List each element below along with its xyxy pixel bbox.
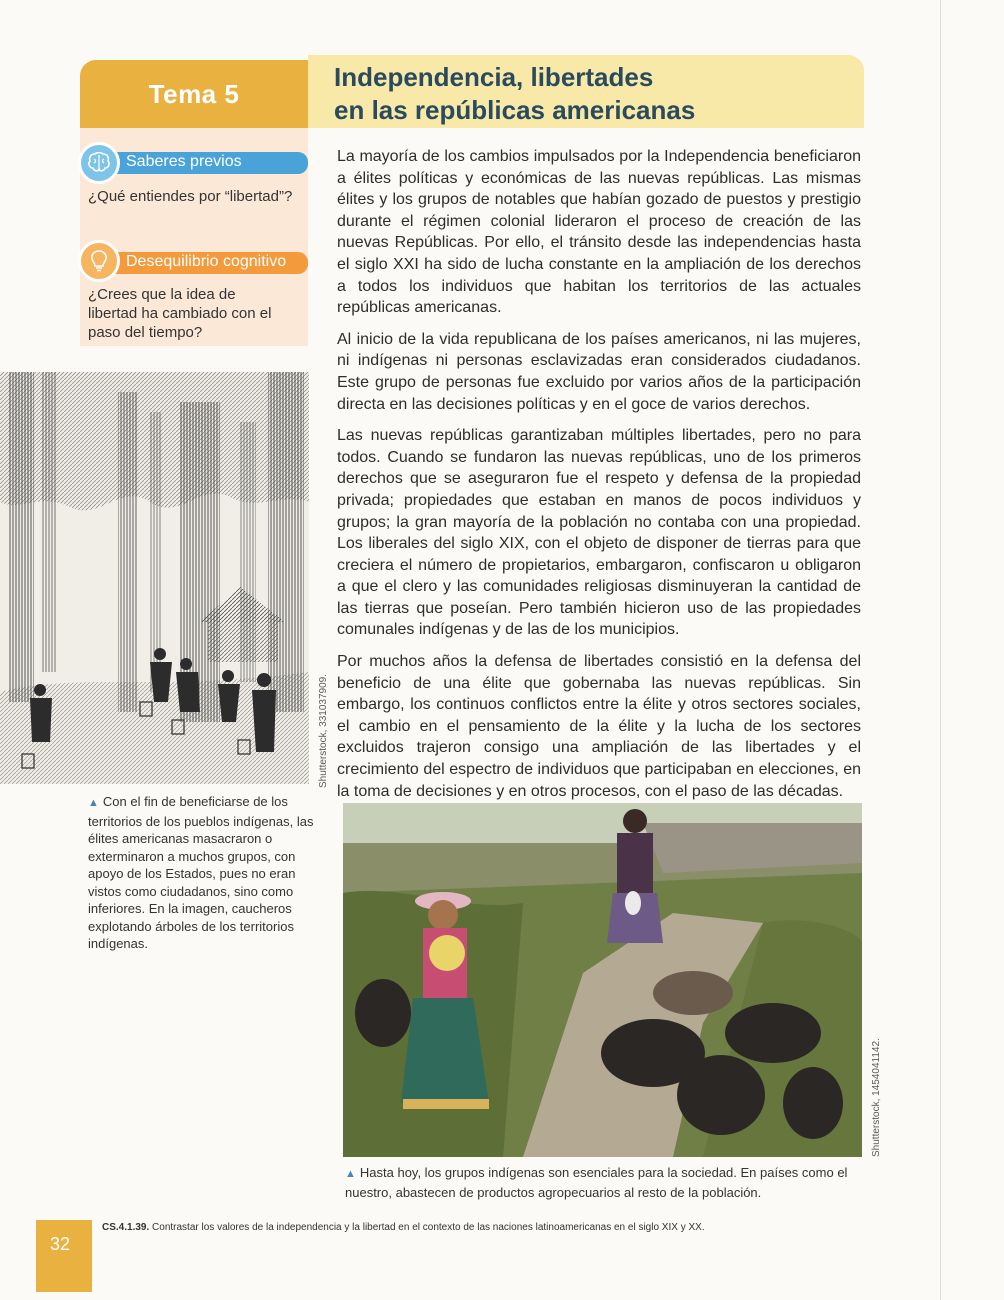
title-band: [308, 55, 864, 128]
page-title: [334, 61, 695, 127]
saberes-previos-question: ¿Qué entiendes por “libertad”?: [88, 188, 293, 205]
engraving-caption-text: Con el fin de beneficiarse de los territorios de los pueblos indígenas, las élites americanas masacraron o exterminaron a muchos grupos, con apoyo de los Estados, pues no eran vistos como ciudadanos, sino como inferiores. En la imagen, caucheros explotando árboles de los territorios indígenas.: [88, 794, 314, 951]
curriculum-note: [102, 1222, 705, 1233]
body-paragraph-2: Al inicio de la vida republicana de los países americanos, ni las mujeres, ni indígenas ni personas esclavizadas eran considerados ciudadanos. Este grupo de personas fue excluido por varios años de la participación directa en las decisiones políticas y en el goce de varios derechos.: [337, 330, 861, 413]
indigenous-shepherds-photo: [343, 803, 862, 1157]
triangle-up-icon: ▲: [345, 1168, 356, 1180]
curriculum-code: CS.4.1.39.: [102, 1222, 150, 1233]
tema-tab: [80, 60, 308, 128]
title-line-1: Independencia, libertades: [334, 62, 654, 92]
photo-caption: [345, 1164, 865, 1201]
page-edge-rule: [940, 0, 941, 1300]
photo-credit: Shutterstock, 1454041142.: [871, 1038, 882, 1157]
body-paragraph-4: Por muchos años la defensa de libertades consistió en la defensa del beneficio de una élite que gobernaba las nuevas repúblicas. Sin embargo, los continuos conflictos entre la élite y otros sectores sociales, el cambio en el pensamiento de la élite y la lucha de los sectores excluidos trajeron consigo una ampliación de las libertades y el crecimiento del espectro de individuos que participaban en elecciones, en la toma de decisiones y en otros procesos, con el paso de las décadas.: [337, 653, 861, 800]
tema-label: Tema 5: [148, 78, 240, 109]
desequilibrio-title: Desequilibrio cognitivo: [126, 253, 287, 270]
page-number: 32: [50, 1234, 71, 1254]
desequilibrio-question: ¿Crees que la idea de libertad ha cambiado con el paso del tiempo?: [88, 286, 272, 341]
rubber-tappers-engraving: [0, 372, 309, 784]
title-line-2: en las repúblicas americanas: [334, 95, 696, 125]
curriculum-text: Contrastar los valores de la independencia y la libertad en el contexto de las naciones latinoamericanas en el siglo XIX y XX.: [152, 1222, 705, 1233]
lightbulb-icon: [78, 240, 120, 282]
main-body-text: [337, 146, 861, 812]
body-paragraph-1: La mayoría de los cambios impulsados por la Independencia beneficiaron a élites políticas y económicas de las nuevas repúblicas. Las mismas élites y los grupos de notables que habían gozado de puestos y prestigio durante el régimen colonial lideraron el proceso de creación de las nuevas Repúblicas. Por ello, el tránsito desde las independencias hasta el siglo XXI ha sido de lucha constante en la ampliación de los derechos a todos los individuos que habitan los territorios de las actuales repúblicas americanas.: [337, 148, 861, 317]
brain-icon: [78, 142, 120, 184]
triangle-up-icon: ▲: [88, 797, 99, 809]
photo-caption-text: Hasta hoy, los grupos indígenas son esenciales para la sociedad. En países como el nuestro, abastecen de productos agropecuarios al resto de la población.: [345, 1165, 848, 1200]
body-paragraph-3: Las nuevas repúblicas garantizaban múltiples libertades, pero no para todos. Cuando se fundaron las nuevas repúblicas, uno de los primeros derechos que se aseguraron fue el respeto y defensa de la propiedad privada; propiedades que estaban en manos de pocos individuos y grupos; la gran mayoría de la población no contaba con una propiedad. Los liberales del siglo XIX, con el objeto de disponer de tierras para que creciera el número de propietarios, embargaron, confiscaron u obligaron a que el clero y las comunidades religiosas disminuyeran la cantidad de las tierras que poseían. Pero también hicieron uso de las propiedades comunales indígenas y de las de los municipios.: [337, 427, 861, 639]
page-number-block: [36, 1220, 92, 1292]
saberes-previos-title: Saberes previos: [126, 153, 242, 170]
engraving-credit: Shutterstock, 331037909.: [318, 674, 329, 788]
engraving-caption: [88, 793, 316, 953]
